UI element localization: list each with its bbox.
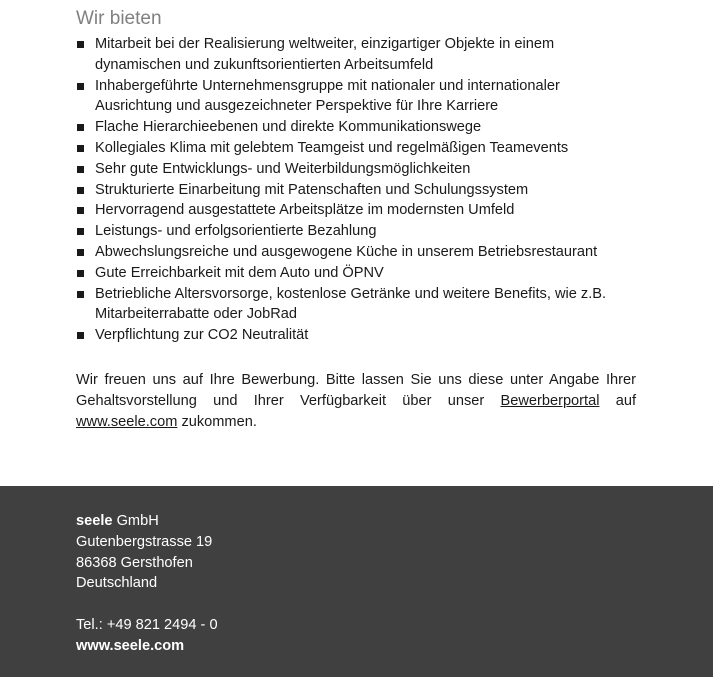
square-bullet-icon: [77, 166, 84, 173]
list-item-text: Leistungs- und erfolgsorientierte Bezahlung: [95, 223, 377, 240]
list-item-text: Strukturierte Einarbeitung mit Patenschaften und Schulungssystem: [95, 181, 529, 198]
list-item-text: Inhabergeführte Unternehmensgruppe mit nationaler und internationaler Ausrichtung und ausgezeichneter Perspektive für Ihre Karriere: [95, 77, 560, 115]
list-item-text: Gute Erreichbarkeit mit dem Auto und ÖPNV: [95, 264, 384, 281]
square-bullet-icon: [77, 145, 84, 152]
list-item: [76, 159, 636, 180]
list-item: [76, 263, 636, 284]
list-item-text: Hervorragend ausgestattete Arbeitsplätze im modernsten Umfeld: [95, 202, 515, 219]
address-street: Gutenbergstrasse 19: [76, 533, 213, 550]
spacer: [76, 594, 218, 615]
closing-text-connector: auf: [599, 392, 636, 409]
square-bullet-icon: [77, 228, 84, 235]
closing-text: Wir freuen uns auf Ihre Bewerbung. Bitte lassen Sie uns diese unter Angabe Ihrer Gehaltsvorstellung und Ihrer Verfügbarkeit über unser: [76, 371, 636, 409]
benefits-list: [76, 34, 636, 346]
address-country: Deutschland: [76, 575, 158, 592]
phone-number[interactable]: Tel.: +49 821 2494 - 0: [76, 617, 218, 634]
list-item: [76, 242, 636, 263]
list-item-text: Kollegiales Klima mit gelebtem Teamgeist und regelmäßigen Teamevents: [95, 139, 569, 156]
company-website-link[interactable]: www.seele.com: [76, 413, 178, 430]
closing-paragraph: [76, 370, 636, 433]
footer-website-link[interactable]: www.seele.com: [76, 637, 185, 654]
list-item: [76, 138, 636, 159]
list-item: [76, 76, 636, 118]
company-legal-form: GmbH: [112, 513, 159, 529]
square-bullet-icon: [77, 83, 84, 90]
list-item: [76, 34, 636, 76]
square-bullet-icon: [77, 332, 84, 339]
square-bullet-icon: [77, 291, 84, 298]
list-item-text: Betriebliche Altersvorsorge, kostenlose Getränke und weitere Benefits, wie z.B. Mitarbeiterrabatte oder JobRad: [95, 285, 607, 323]
company-address: [76, 511, 218, 657]
square-bullet-icon: [77, 187, 84, 194]
list-item: [76, 200, 636, 221]
square-bullet-icon: [77, 249, 84, 256]
list-item-text: Abwechslungsreiche und ausgewogene Küche in unserem Betriebsrestaurant: [95, 243, 598, 260]
closing-text-end: zukommen.: [177, 413, 257, 430]
square-bullet-icon: [77, 41, 84, 48]
square-bullet-icon: [77, 207, 84, 214]
company-brand: seele: [76, 513, 113, 529]
applicant-portal-link[interactable]: Bewerberportal: [500, 392, 600, 409]
section-title: Wir bieten: [76, 8, 162, 29]
list-item-text: Flache Hierarchieebenen und direkte Kommunikationswege: [95, 119, 482, 136]
list-item-text: Sehr gute Entwicklungs- und Weiterbildungsmöglichkeiten: [95, 160, 471, 177]
list-item: [76, 221, 636, 242]
list-item: [76, 117, 636, 138]
footer: [0, 486, 713, 677]
square-bullet-icon: [77, 124, 84, 131]
list-item: [76, 284, 636, 326]
address-city: 86368 Gersthofen: [76, 554, 193, 571]
company-name: [76, 511, 218, 532]
list-item: [76, 180, 636, 201]
list-item-text: Mitarbeit bei der Realisierung weltweiter, einzigartiger Objekte in einem dynamischen und zukunftsorientierten Arbeitsumfeld: [95, 36, 555, 73]
job-offer-content: [76, 0, 636, 433]
square-bullet-icon: [77, 270, 84, 277]
list-item-text: Verpflichtung zur CO2 Neutralität: [95, 327, 309, 344]
list-item: [76, 325, 636, 346]
